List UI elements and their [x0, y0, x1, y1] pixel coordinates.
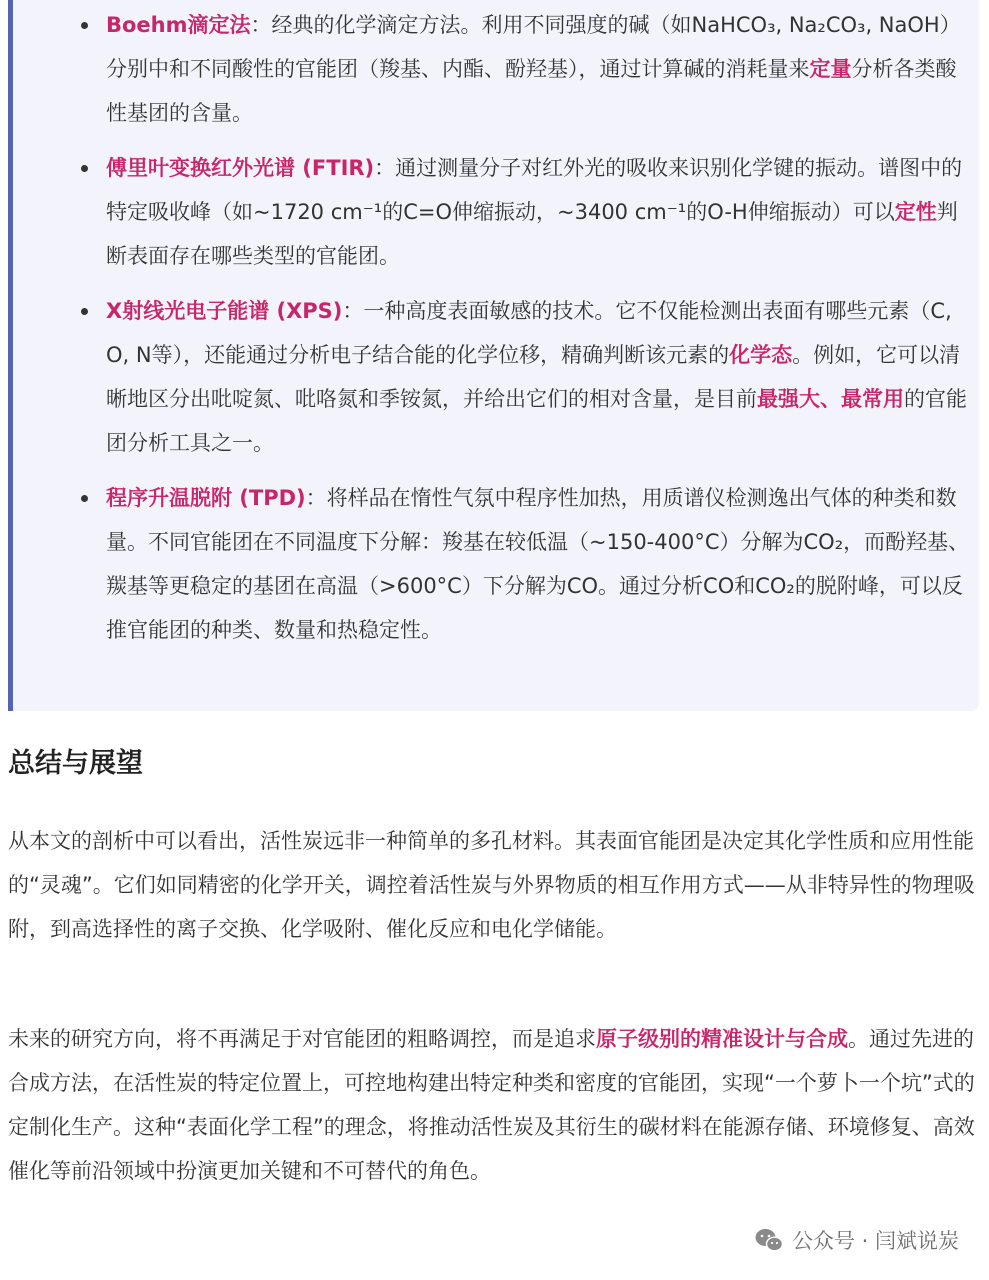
method-term: X射线光电子能谱 (XPS) [106, 299, 343, 323]
watermark [754, 1220, 959, 1260]
summary-paragraph: 从本文的剖析中可以看出，活性炭远非一种简单的多孔材料。其表面官能团是决定其化学性质和应用性能的“灵魂”。它们如同精密的化学开关，调控着活性炭与外界物质的相互作用方式——从非特异性的物理吸附，到高选择性的离子交换、化学吸附、催化反应和电化学储能。 [8, 829, 975, 941]
method-desc: 的官能团分析工具之一。 [106, 387, 967, 455]
method-highlight: 化学态 [729, 343, 793, 367]
method-desc: ：通过测量分子对红外光的吸收来识别化学键的振动。谱图中的特定吸收峰（如~1720 cm⁻¹的C=O伸缩振动，~3400 cm⁻¹的O-H伸缩振动）可以 [106, 156, 963, 224]
list-item [75, 289, 973, 465]
methods-list [75, 3, 973, 663]
method-desc: ：一种高度表面敏感的技术。它不仅能检测出表面有哪些元素（C, O, N等），还能通过分析电子结合能的化学位移，精确判断该元素的 [106, 299, 952, 367]
list-item [75, 3, 973, 135]
outlook-text: 。通过先进的合成方法，在活性炭的特定位置上，可控地构建出特定种类和密度的官能团，实现“一个萝卜一个坑”式的定制化生产。这种“表面化学工程”的理念，将推动活性炭及其衍生的碳材料在能源存储、环境修复、高效催化等前沿领域中扮演更加关键和不可替代的角色。 [8, 1027, 975, 1183]
method-term: 傅里叶变换红外光谱 (FTIR) [106, 156, 375, 180]
method-term: 程序升温脱附 (TPD) [106, 486, 306, 510]
method-desc: 。例如，它可以清晰地区分出吡啶氮、吡咯氮和季铵氮，并给出它们的相对含量，是目前 [106, 343, 961, 411]
wechat-icon [754, 1227, 784, 1253]
section-title: 总结与展望 [8, 748, 143, 779]
outlook-paragraph [8, 1017, 979, 1193]
method-term: Boehm滴定法 [106, 13, 251, 37]
watermark-text: 公众号 · 闫斌说炭 [791, 1229, 959, 1253]
method-desc: 分析各类酸性基团的含量。 [106, 57, 957, 125]
method-desc: ：经典的化学滴定方法。利用不同强度的碱（如NaHCO₃, Na₂CO₃, NaOH）分别中和不同酸性的官能团（羧基、内酯、酚羟基），通过计算碱的消耗量来 [106, 13, 961, 81]
method-highlight: 定性 [894, 200, 937, 224]
outlook-text: 未来的研究方向，将不再满足于对官能团的粗略调控，而是追求 [8, 1027, 596, 1051]
method-desc: ：将样品在惰性气氛中程序性加热，用质谱仪检测逸出气体的种类和数量。不同官能团在不同温度下分解：羧基在较低温（~150-400°C）分解为CO₂，而酚羟基、羰基等更稳定的基团在高温（>600°C）下分解为CO。通过分析CO和CO₂的脱附峰，可以反推官能团的种类、数量和热稳定性。 [106, 486, 970, 642]
methods-callout [8, 0, 979, 711]
outlook-highlight: 原子级别的精准设计与合成 [596, 1027, 848, 1051]
method-highlight: 定量 [809, 57, 852, 81]
method-desc: 判断表面存在哪些类型的官能团。 [106, 200, 958, 268]
list-item [75, 146, 973, 278]
list-item [75, 476, 973, 652]
method-highlight: 最强大、最常用 [757, 387, 904, 411]
